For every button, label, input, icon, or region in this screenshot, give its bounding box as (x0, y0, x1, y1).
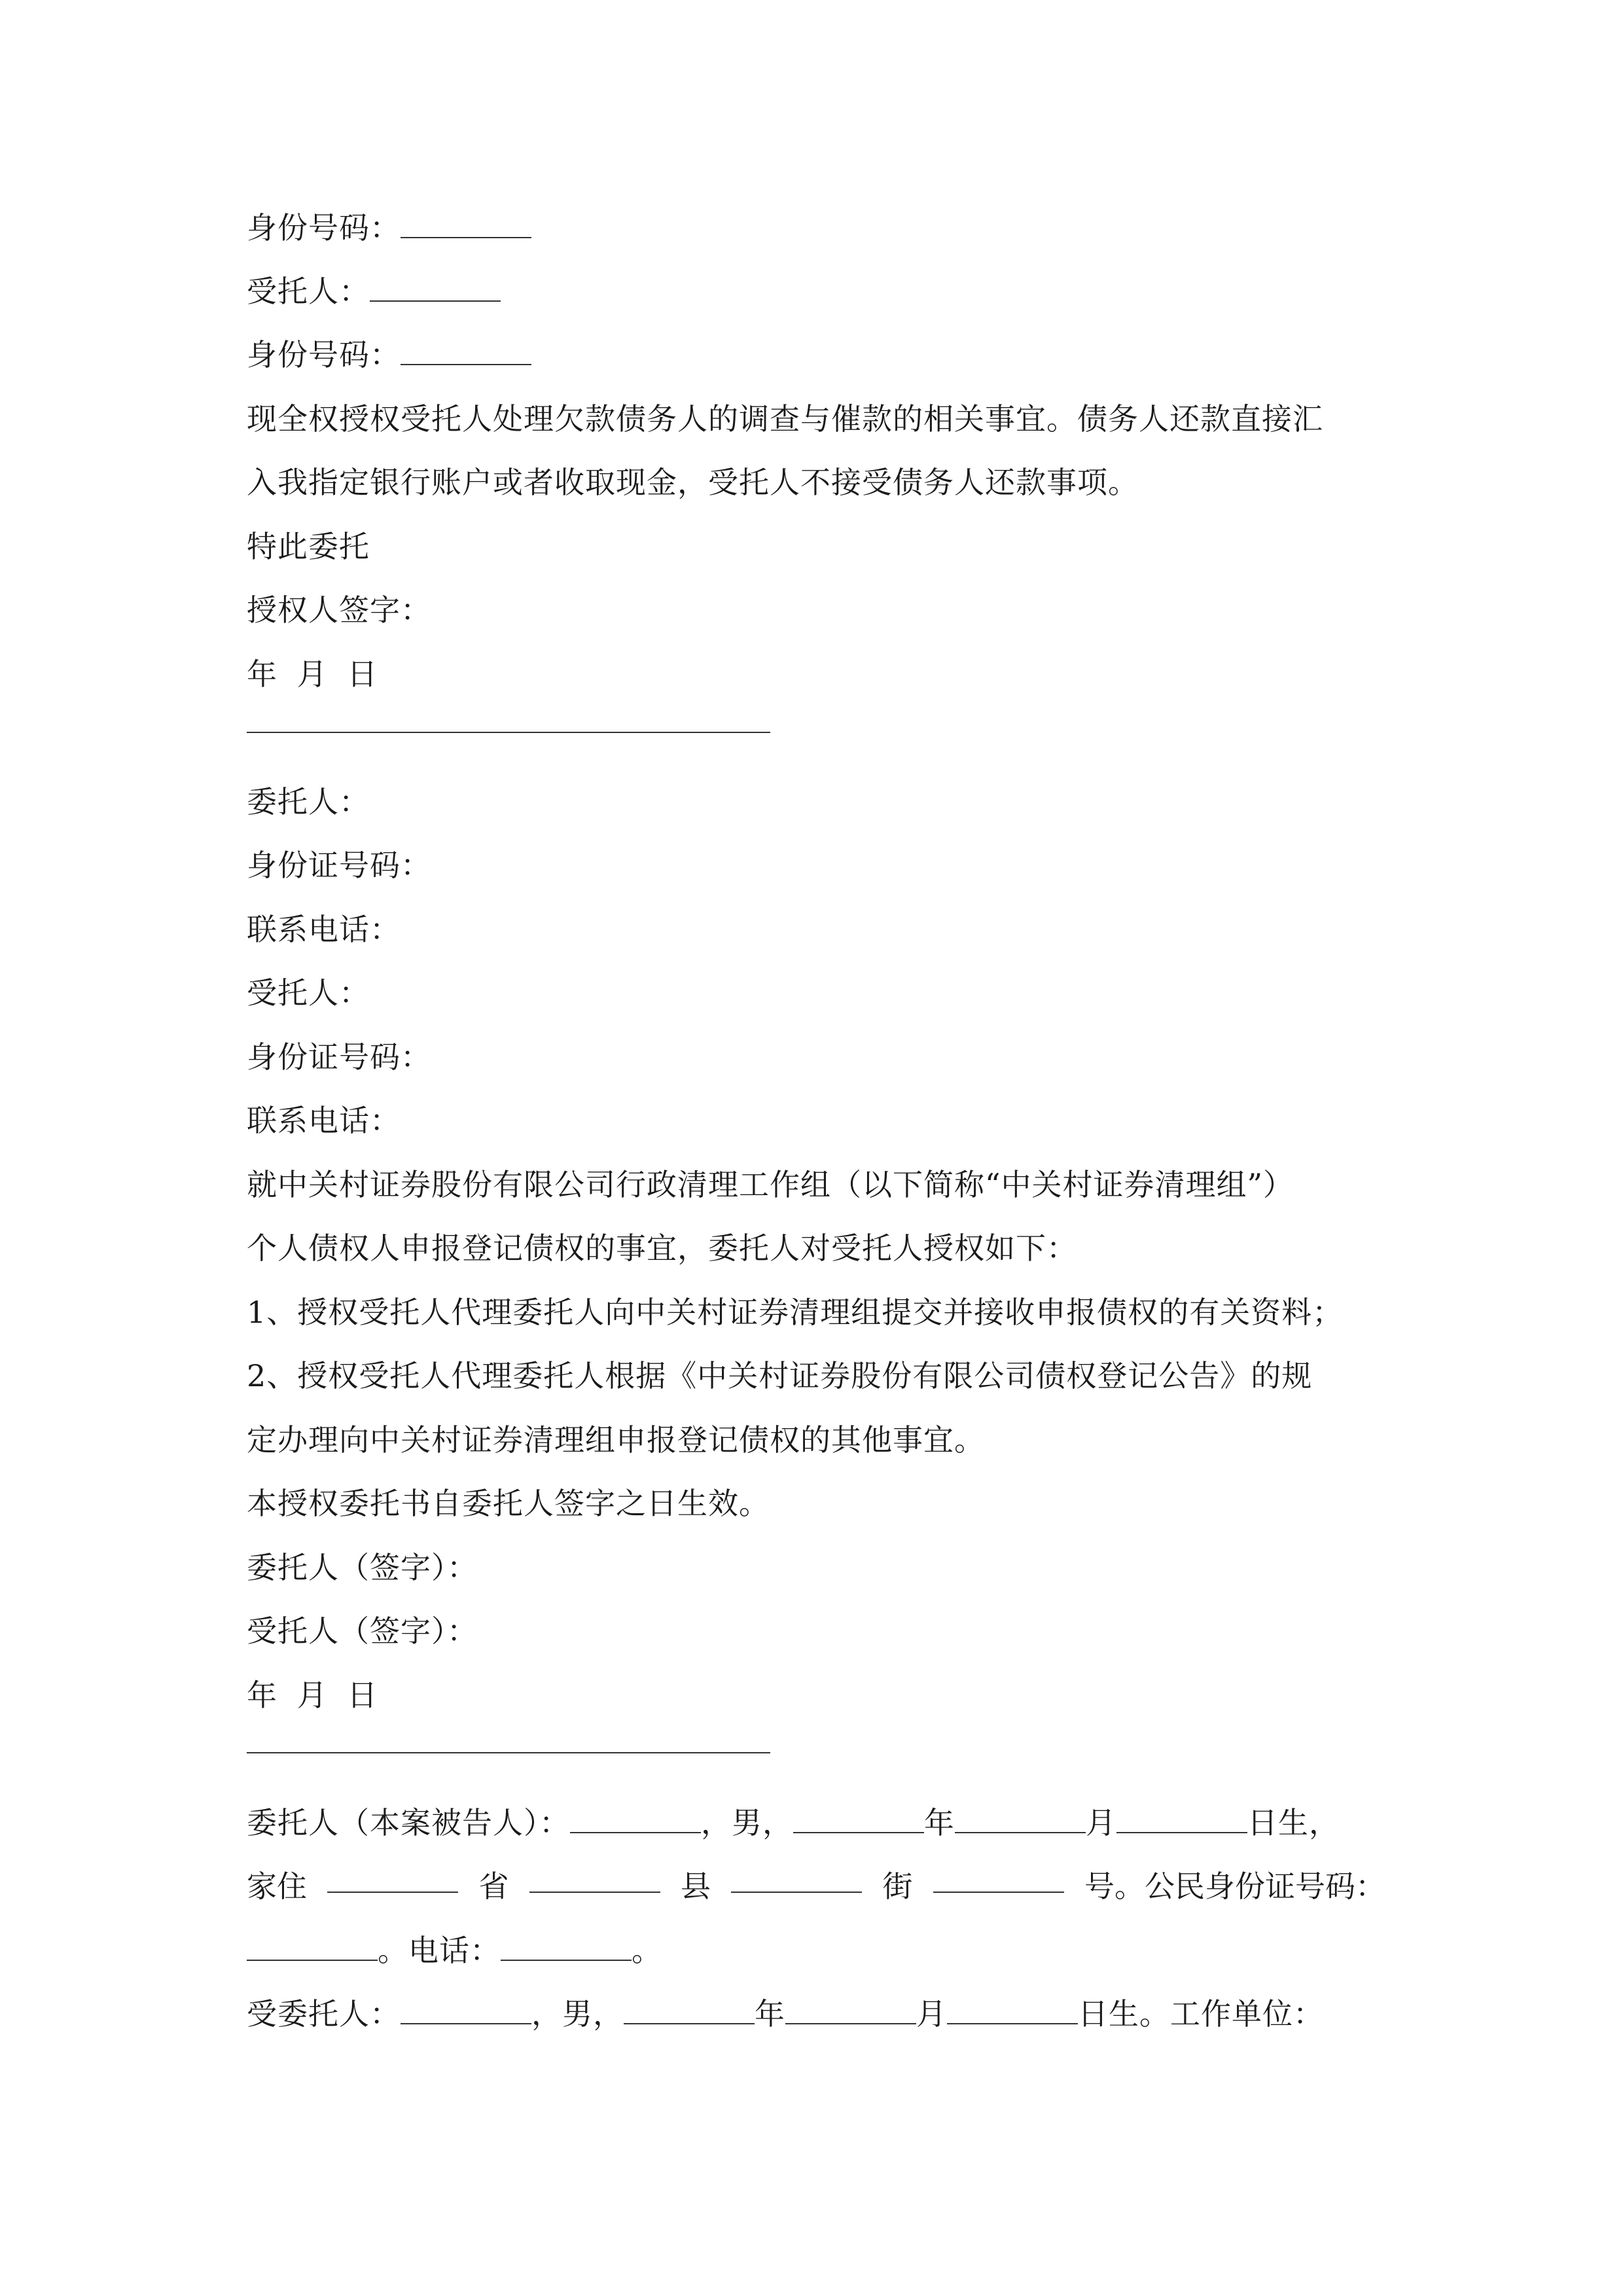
trustee-id-label: 身份证号码： (247, 1039, 431, 1075)
home-text: 家住 (247, 1869, 307, 1904)
id-number-text: 号。公民身份证号码： (1084, 1869, 1385, 1904)
month-text: 月 (1086, 1805, 1116, 1840)
paragraph-line: 就中关村证券股份有限公司行政清理工作组（以下简称“中关村证券清理组”） (247, 1167, 1294, 1202)
id-number-blank (401, 339, 531, 365)
gender-text: ，男， (701, 1805, 793, 1840)
id-blank (247, 1935, 378, 1961)
trustee-blank (370, 276, 501, 302)
authorization-item-2: 2、授权受托人代理委托人根据《中关村证券股份有限公司债权登记公告》的规 (247, 1358, 1313, 1393)
year-text: 年 (924, 1805, 955, 1840)
name-blank (570, 1807, 701, 1833)
month-blank (955, 1807, 1086, 1833)
section-divider (247, 732, 770, 733)
county-blank (529, 1867, 660, 1893)
agent-label: 受委托人： (247, 1996, 401, 2032)
principal-id-label: 身份证号码： (247, 848, 431, 883)
address-line (247, 1867, 1385, 1906)
id-phone-line (247, 1931, 662, 1970)
day-blank (1116, 1807, 1247, 1833)
street-text: 街 (882, 1869, 913, 1904)
paragraph-line: 入我指定银行账户或者收取现金，受托人不接受债务人还款事项。 (247, 465, 1139, 500)
id-number-line-1 (247, 208, 531, 247)
id-number-line-2 (247, 335, 531, 374)
id-number-label: 身份号码： (247, 210, 401, 245)
street-blank (731, 1867, 862, 1893)
agent-details-line (247, 1994, 1324, 2034)
phone-blank (501, 1935, 632, 1961)
agent-month-blank (785, 1998, 916, 2024)
agent-gender-text: ，男， (531, 1996, 624, 2032)
principal-phone-label: 联系电话： (247, 912, 401, 947)
year-blank (793, 1807, 924, 1833)
principal-label: 委托人： (247, 784, 370, 819)
principal-details-line (247, 1803, 1340, 1842)
number-blank (933, 1867, 1064, 1893)
trustee-signature: 受托人（签字）： (247, 1613, 478, 1649)
trustee-label: 受托人： (247, 975, 370, 1011)
agent-workplace-text: 日生。工作单位： (1078, 1996, 1324, 2032)
province-text: 省 (478, 1869, 509, 1904)
id-number-blank (401, 212, 531, 238)
agent-year-blank (624, 1998, 755, 2024)
section-divider (247, 1752, 770, 1753)
end-period: 。 (632, 1933, 662, 1968)
agent-month-text: 月 (916, 1996, 947, 2032)
agent-day-blank (947, 1998, 1078, 2024)
trustee-line (247, 272, 501, 311)
trustee-label: 受托人： (247, 274, 370, 309)
day-born-text: 日生， (1247, 1805, 1340, 1840)
authorization-item-1: 1、授权受托人代理委托人向中关村证券清理组提交并接收申报债权的有关资料； (247, 1295, 1344, 1330)
agent-year-text: 年 (755, 1996, 785, 2032)
effective-statement: 本授权委托书自委托人签字之日生效。 (247, 1486, 770, 1521)
paragraph-line: 定办理向中关村证券清理组申报登记债权的其他事宜。 (247, 1422, 985, 1458)
trustee-phone-label: 联系电话： (247, 1103, 401, 1138)
phone-label: 。电话： (378, 1933, 501, 1968)
date-line: 年 月 日 (247, 656, 378, 692)
principal-signature: 委托人（签字）： (247, 1550, 478, 1585)
paragraph-line: 现全权授权受托人处理欠款债务人的调查与催款的相关事宜。债务人还款直接汇 (247, 401, 1323, 437)
agent-name-blank (401, 1998, 531, 2024)
hereby-entrust: 特此委托 (247, 529, 370, 564)
authorizer-signature: 授权人签字： (247, 592, 431, 628)
date-line: 年 月 日 (247, 1677, 378, 1713)
province-blank (327, 1867, 458, 1893)
county-text: 县 (681, 1869, 711, 1904)
id-number-label: 身份号码： (247, 337, 401, 372)
paragraph-line: 个人债权人申报登记债权的事宜，委托人对受托人授权如下： (247, 1230, 1077, 1266)
principal-defendant-label: 委托人（本案被告人）： (247, 1805, 570, 1840)
